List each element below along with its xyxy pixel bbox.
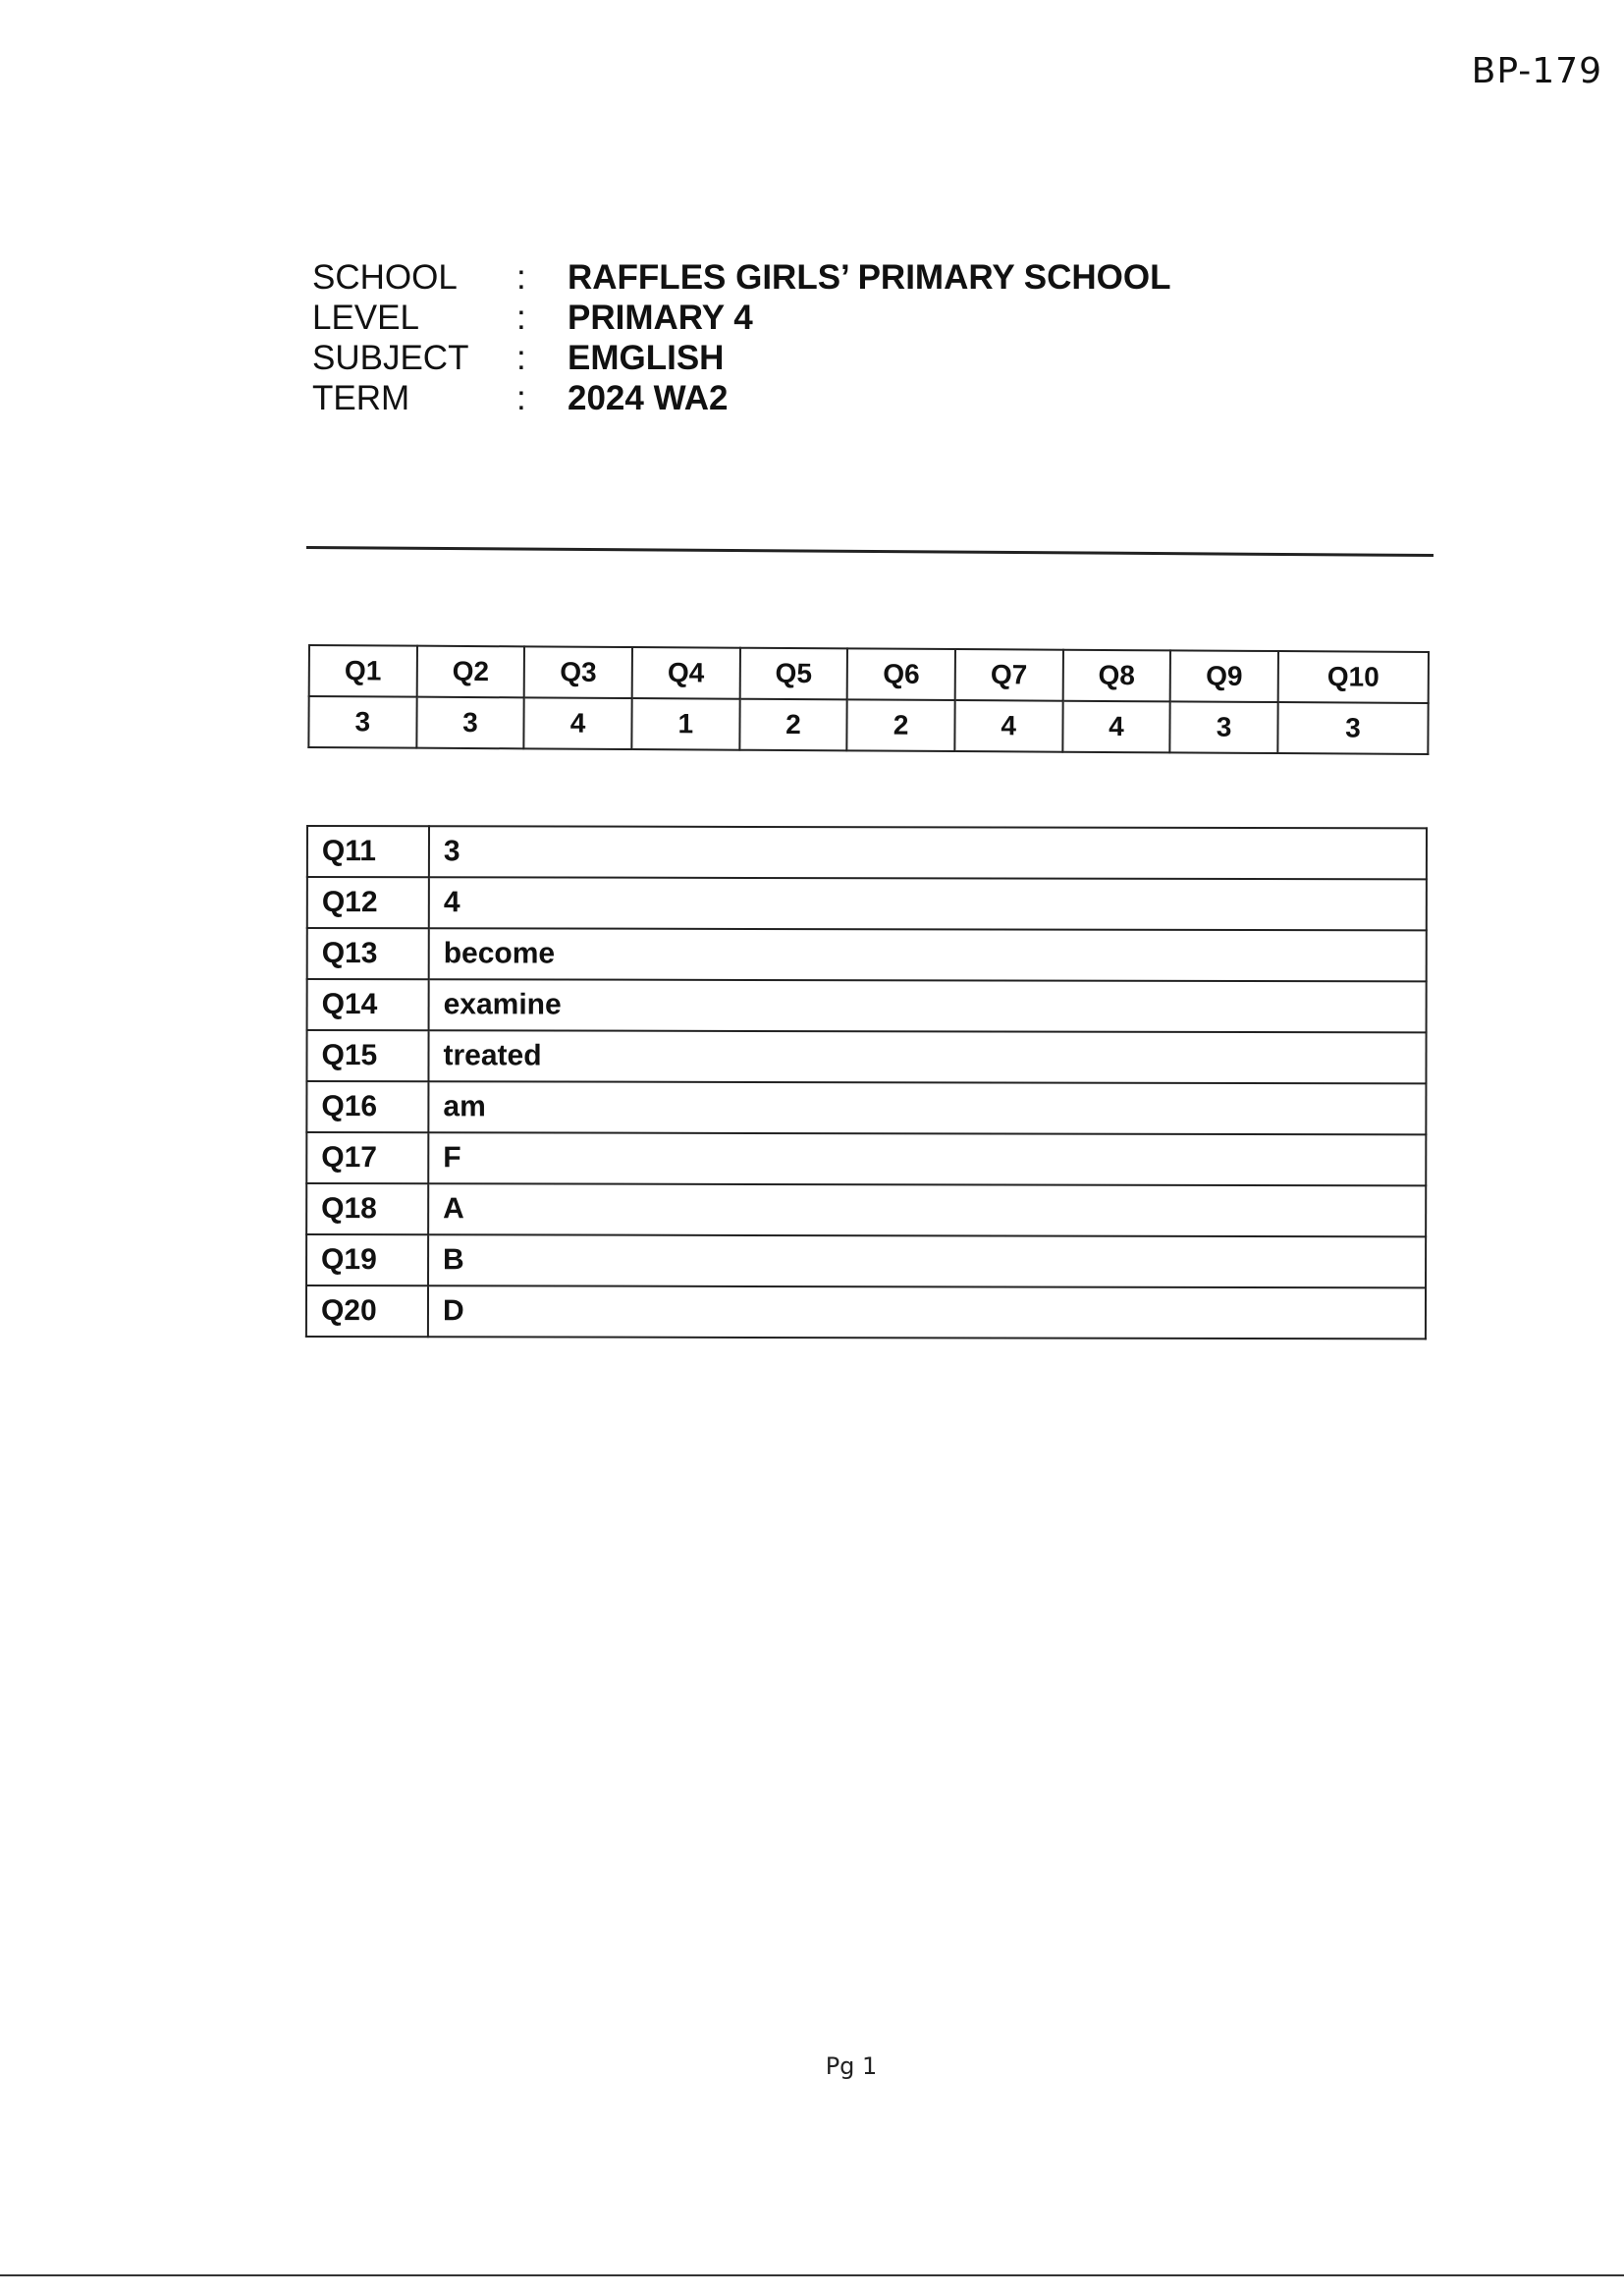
mcq-answer-cell: 3 <box>1277 702 1428 754</box>
answer-text: examine <box>443 988 562 1021</box>
answer-cell <box>428 1030 1426 1083</box>
question-number: Q17 <box>306 1132 428 1183</box>
answer-text: become <box>443 937 556 970</box>
mcq-answer-cell: 1 <box>631 698 739 750</box>
question-number: Q16 <box>306 1081 428 1132</box>
table-row <box>307 979 1427 1032</box>
info-label: SUBJECT <box>312 339 469 377</box>
answer-cell <box>429 877 1427 930</box>
answer-text: treated <box>443 1039 542 1072</box>
table-row <box>307 877 1427 930</box>
info-label: LEVEL <box>312 299 419 337</box>
mcq-question-cell: Q7 <box>955 649 1063 701</box>
info-colon: : <box>516 379 526 417</box>
page-code: BP-179 <box>1471 51 1602 91</box>
answer-cell <box>428 1183 1426 1236</box>
info-value: PRIMARY 4 <box>568 299 753 337</box>
info-colon: : <box>516 258 526 297</box>
info-row-subject <box>312 338 1170 378</box>
mcq-answer-cell: 4 <box>524 697 632 749</box>
table-row <box>307 928 1427 981</box>
question-number: Q19 <box>306 1234 428 1285</box>
page-number-label: Pg 1 <box>825 2052 878 2080</box>
mcq-question-row <box>309 645 1429 703</box>
answer-text: 3 <box>443 835 460 868</box>
mcq-question-cell: Q10 <box>1278 651 1429 703</box>
answer-cell <box>428 1132 1426 1185</box>
table-row <box>307 826 1427 879</box>
info-row-school <box>312 257 1170 298</box>
answer-cell <box>428 1285 1426 1339</box>
question-number: Q13 <box>307 928 429 979</box>
mcq-question-cell: Q4 <box>632 647 740 699</box>
mcq-answer-cell: 4 <box>1062 701 1170 753</box>
answer-cell <box>429 826 1427 879</box>
answer-cell <box>428 1081 1426 1134</box>
answer-text: D <box>442 1294 464 1328</box>
table-row <box>306 1132 1426 1185</box>
mcq-answer-cell: 2 <box>847 699 955 751</box>
info-value: EMGLISH <box>568 339 725 377</box>
mcq-question-cell: Q2 <box>416 646 524 698</box>
info-label: SCHOOL <box>312 258 458 297</box>
mcq-answer-cell: 2 <box>739 699 847 751</box>
table-row <box>306 1081 1426 1134</box>
info-colon: : <box>516 299 526 337</box>
info-row-level <box>312 298 1170 338</box>
mcq-question-cell: Q8 <box>1062 650 1170 702</box>
question-number: Q12 <box>307 877 429 928</box>
info-row-term <box>312 378 1170 418</box>
mcq-answer-cell: 3 <box>308 696 416 748</box>
info-colon: : <box>516 339 526 377</box>
table-row <box>306 1183 1426 1236</box>
question-number: Q14 <box>307 979 429 1030</box>
question-number: Q11 <box>307 826 429 877</box>
answer-cell <box>428 1234 1426 1287</box>
answer-text: 4 <box>443 886 460 919</box>
answer-text: A <box>443 1192 464 1226</box>
answer-cell <box>429 928 1427 981</box>
mcq-question-cell: Q6 <box>847 648 955 700</box>
mcq-answer-cell: 3 <box>1170 701 1278 753</box>
header-info <box>312 257 1170 418</box>
mcq-question-cell: Q3 <box>524 646 632 698</box>
mcq-answer-cell: 4 <box>954 700 1062 752</box>
mcq-answer-cell: 3 <box>416 697 524 749</box>
mcq-question-cell: Q5 <box>739 648 847 700</box>
page-bottom-edge <box>0 2274 1624 2276</box>
mcq-answer-row <box>308 696 1428 754</box>
page-number <box>0 2052 1624 2080</box>
answer-cell <box>429 979 1427 1032</box>
answer-text: F <box>443 1141 461 1175</box>
open-ended-answer-table <box>305 825 1428 1339</box>
table-row <box>306 1234 1426 1287</box>
question-number: Q18 <box>306 1183 428 1234</box>
info-label: TERM <box>312 379 410 417</box>
question-number: Q15 <box>306 1030 428 1081</box>
mcq-answer-table <box>307 644 1430 755</box>
info-value: RAFFLES GIRLS’ PRIMARY SCHOOL <box>568 258 1171 297</box>
question-number: Q20 <box>306 1285 428 1337</box>
info-value: 2024 WA2 <box>568 379 729 417</box>
header-divider <box>306 546 1434 557</box>
table-row <box>306 1030 1426 1083</box>
mcq-question-cell: Q9 <box>1170 650 1278 702</box>
mcq-question-cell: Q1 <box>309 645 417 697</box>
answer-text: B <box>443 1243 464 1277</box>
answer-text: am <box>443 1090 486 1123</box>
table-row <box>306 1285 1426 1339</box>
